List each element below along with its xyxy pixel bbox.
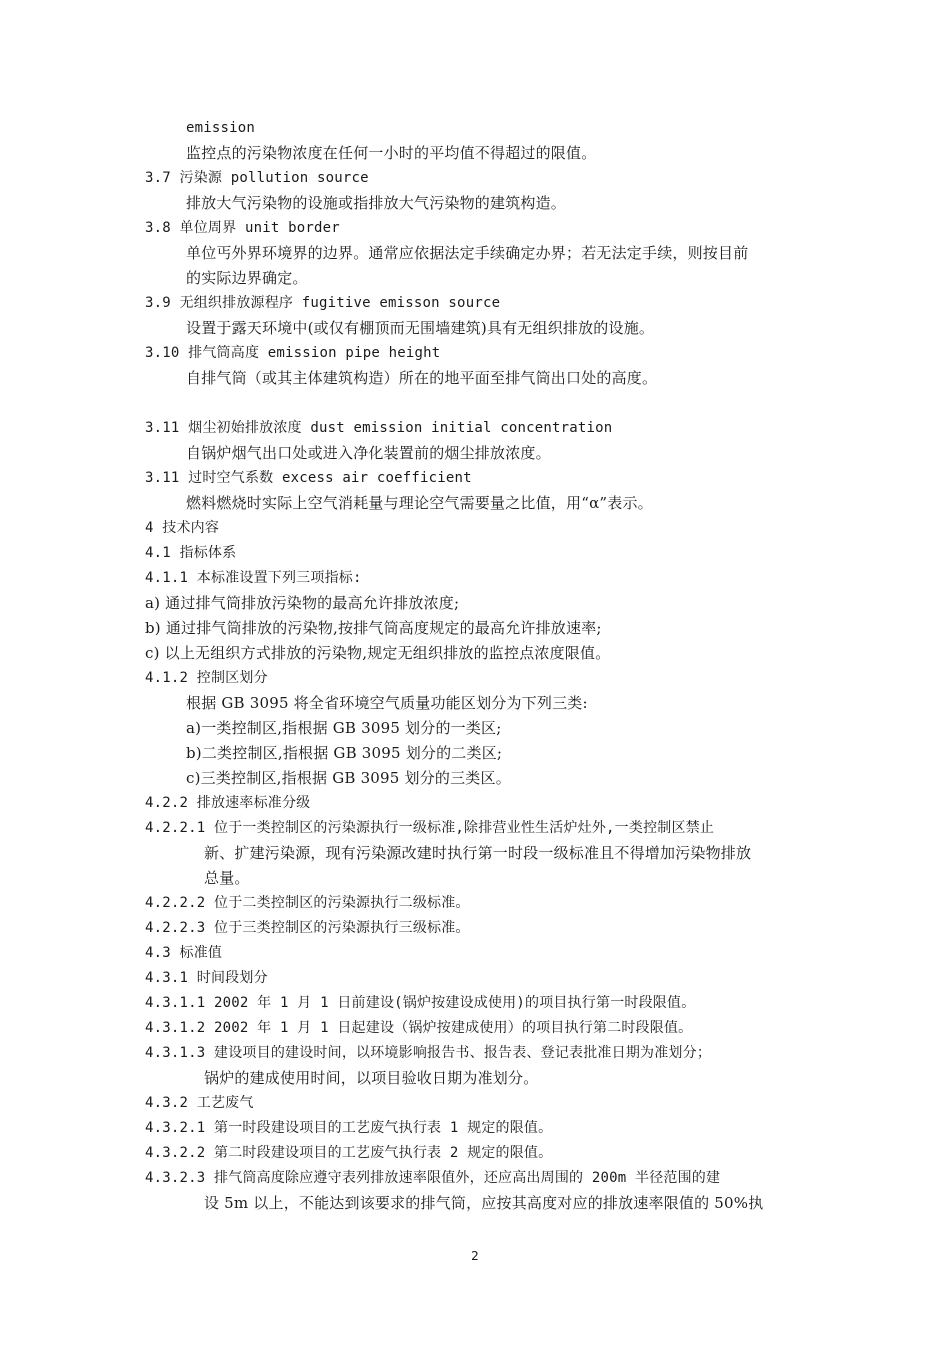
list-item: c) 以上无组织方式排放的污染物,规定无组织排放的监控点浓度限值。 xyxy=(145,644,611,662)
section-heading: 3.7 污染源 pollution source xyxy=(145,170,369,186)
text-line: 新、扩建污染源，现有污染源改建时执行第一时段一级标准且不得增加污染物排放 xyxy=(204,844,752,862)
section-heading: 4.1.2 控制区划分 xyxy=(145,670,268,686)
section-heading: 3.11 过时空气系数 excess air coefficient xyxy=(145,470,472,486)
text-line: 锅炉的建成使用时间，以项目验收日期为准划分。 xyxy=(204,1069,539,1087)
page-number: 2 xyxy=(471,1249,479,1263)
clause-line: 4.3.1.2 2002 年 1 月 1 日起建设（锅炉按建成使用）的项目执行第二时段限值。 xyxy=(145,1020,693,1036)
text-line: 自锅炉烟气出口处或进入净化装置前的烟尘排放浓度。 xyxy=(186,444,551,462)
list-item: b)二类控制区,指根据 GB 3095 划分的二类区; xyxy=(186,744,503,762)
section-heading: 4.2.2 排放速率标准分级 xyxy=(145,795,311,811)
clause-line: 4.2.2.3 位于三类控制区的污染源执行三级标准。 xyxy=(145,920,470,936)
section-heading: 4.1 指标体系 xyxy=(145,545,237,561)
clause-line: 4.3.2.1 第一时段建设项目的工艺废气执行表 1 规定的限值。 xyxy=(145,1120,553,1136)
section-heading: 4.3.2 工艺废气 xyxy=(145,1095,254,1111)
section-heading: 3.11 烟尘初始排放浓度 dust emission initial concentration xyxy=(145,420,613,436)
list-item: a) 通过排气筒排放污染物的最高允许排放浓度; xyxy=(145,594,460,612)
text-line: 设 5m 以上，不能达到该要求的排气筒，应按其高度对应的排放速率限值的 50%执 xyxy=(204,1194,764,1212)
section-heading: 4.3.1 时间段划分 xyxy=(145,970,268,986)
clause-line: 4.3.2.2 第二时段建设项目的工艺废气执行表 2 规定的限值。 xyxy=(145,1145,553,1161)
text-line: 的实际边界确定。 xyxy=(186,269,308,287)
text-line: 排放大气污染物的设施或指排放大气污染物的建筑构造。 xyxy=(186,194,567,212)
text-line: 单位丐外界环境界的边界。通常应依据法定手续确定办界；若无法定手续，则按目前 xyxy=(186,244,749,262)
text-line: 燃料燃烧时实际上空气消耗量与理论空气需要量之比值，用“α”表示。 xyxy=(186,494,653,512)
section-heading: 4.3 标准值 xyxy=(145,945,223,961)
text-line: 设置于露天环境中(或仅有棚顶而无围墙建筑)具有无组织排放的设施。 xyxy=(186,319,655,337)
section-heading: 3.9 无组织排放源程序 fugitive emisson source xyxy=(145,295,501,311)
text-line: 监控点的污染物浓度在任何一小时的平均值不得超过的限值。 xyxy=(186,144,597,162)
clause-line: 4.2.2.2 位于二类控制区的污染源执行二级标准。 xyxy=(145,895,470,911)
list-item: b) 通过排气筒排放的污染物,按排气筒高度规定的最高允许排放速率; xyxy=(145,619,602,637)
section-heading: 4.1.1 本标准设置下列三项指标: xyxy=(145,570,362,586)
clause-line: 4.3.1.3 建设项目的建设时间，以环境影响报告书、报告表、登记表批准日期为准划分； xyxy=(145,1045,712,1061)
clause-line: 4.2.2.1 位于一类控制区的污染源执行一级标准,除排营业性生活炉灶外,一类控制区禁止 xyxy=(145,820,715,836)
text-line: emission xyxy=(186,120,256,136)
section-heading: 3.8 单位周界 unit border xyxy=(145,220,340,236)
clause-line: 4.3.1.1 2002 年 1 月 1 日前建设(锅炉按建设成使用)的项目执行第一时段限值。 xyxy=(145,995,696,1011)
text-line: 自排气筒（或其主体建筑构造）所在的地平面至排气筒出口处的高度。 xyxy=(186,369,658,387)
section-heading: 4 技术内容 xyxy=(145,520,220,536)
list-item: c)三类控制区,指根据 GB 3095 划分的三类区。 xyxy=(186,769,511,787)
clause-line: 4.3.2.3 排气筒高度除应遵守表列排放速率限值外，还应高出周围的 200m 半径范围的建 xyxy=(145,1170,721,1186)
text-line: 根据 GB 3095 将全省环境空气质量功能区划分为下列三类: xyxy=(186,694,588,712)
list-item: a)一类控制区,指根据 GB 3095 划分的一类区; xyxy=(186,719,502,737)
section-heading: 3.10 排气筒高度 emission pipe height xyxy=(145,345,441,361)
text-line: 总量。 xyxy=(204,869,250,887)
